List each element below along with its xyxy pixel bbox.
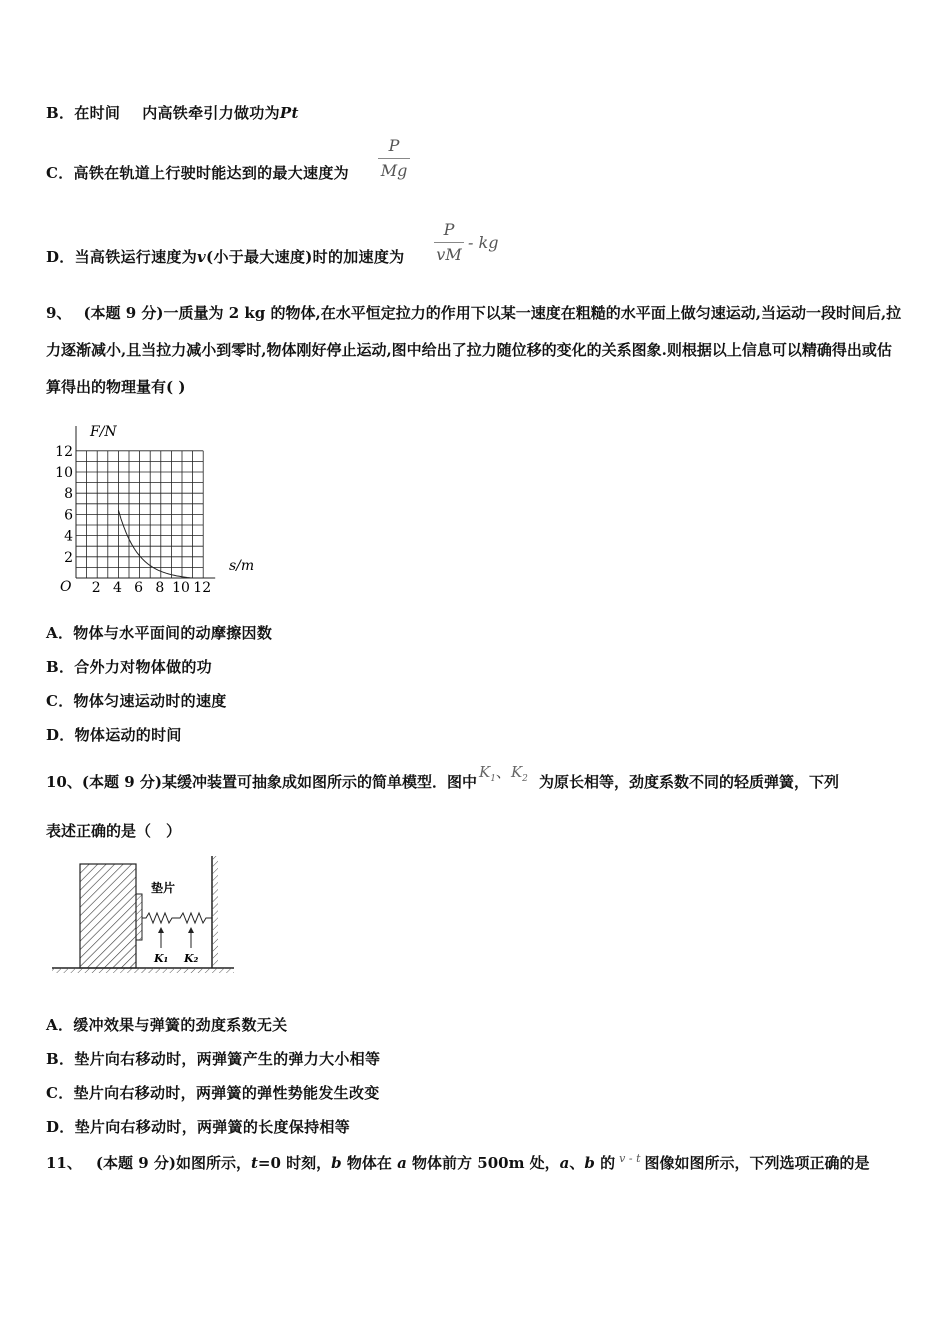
k2-label: K₂ bbox=[184, 952, 199, 965]
minus-kg: - kg bbox=[468, 233, 499, 252]
x-tick-label: 2 bbox=[91, 580, 101, 596]
q10-stem-line2: 表述正确的是（ ） bbox=[46, 822, 182, 840]
option-label: A． bbox=[46, 1016, 74, 1034]
y-tick-label: 8 bbox=[64, 486, 73, 503]
fraction-p-over-mg bbox=[378, 136, 410, 181]
option-label: A． bbox=[46, 624, 74, 642]
q10-option-b[interactable] bbox=[46, 1048, 380, 1069]
var-a: a bbox=[397, 1154, 407, 1172]
fraction-denominator: Mg bbox=[380, 161, 408, 180]
option-text-2: (小于最大速度)时的加速度为 bbox=[206, 248, 405, 266]
k2-symbol: K bbox=[510, 763, 523, 781]
option-label: C． bbox=[46, 1084, 74, 1102]
wall-hatch bbox=[212, 856, 218, 968]
q9-option-c[interactable] bbox=[46, 690, 227, 711]
separator: 、 bbox=[495, 763, 511, 781]
option-text: 当高铁运行速度为 bbox=[74, 248, 198, 266]
y-tick-label: 12 bbox=[55, 443, 73, 460]
force-curve bbox=[118, 510, 192, 578]
y-tick-label: 6 bbox=[64, 507, 73, 524]
var-b-2: b bbox=[584, 1154, 595, 1172]
k1-symbol: K bbox=[478, 763, 491, 781]
option-label: D． bbox=[46, 726, 75, 744]
spring-k1 bbox=[142, 913, 176, 923]
force-displacement-chart bbox=[46, 418, 266, 600]
q9-option-d[interactable] bbox=[46, 724, 182, 745]
var-a-2: a bbox=[559, 1154, 570, 1172]
q9-option-b[interactable] bbox=[46, 656, 212, 677]
var-b: b bbox=[331, 1154, 342, 1172]
option-label: D． bbox=[46, 248, 75, 266]
option-label: B． bbox=[46, 658, 75, 676]
option-label: C． bbox=[46, 164, 74, 182]
option-text: 物体与水平面间的动摩擦因数 bbox=[73, 624, 273, 642]
pad-label: 垫片 bbox=[151, 881, 176, 895]
x-tick-label: 10 bbox=[172, 580, 190, 596]
arrow-k1-head bbox=[158, 927, 164, 933]
question-text: (本题 9 分)一质量为 2 kg 的物体,在水平恒定拉力的作用下以某一速度在粗糙的水平面上做匀速运动,当运动一段时间后,拉力逐渐减小,且当拉力减小到零时,物体刚好停止运动,图中给出了拉力随位移的变化的关系图象.则根据以上信息可以精确得出或估算得出的物理量有( ) bbox=[46, 304, 902, 396]
y-tick-label: 4 bbox=[64, 528, 73, 545]
q11-stem bbox=[46, 1152, 870, 1173]
question-text-d: 物体前方 500m 处， bbox=[406, 1154, 560, 1172]
question-text-g: 图像如图所示，下列选项正确的是 bbox=[644, 1154, 870, 1172]
question-number: 10、 bbox=[46, 773, 82, 791]
y-axis-label: F/N bbox=[90, 424, 117, 440]
q8-option-c[interactable] bbox=[46, 162, 349, 183]
var-t: t bbox=[250, 1154, 258, 1172]
x-tick-label: 8 bbox=[155, 580, 165, 596]
fraction-numerator: P bbox=[388, 136, 400, 155]
k2-subscript: 2 bbox=[522, 774, 528, 784]
option-text: 垫片向右移动时，两弹簧的长度保持相等 bbox=[74, 1118, 351, 1136]
option-text-2: 内高铁牵引力做功为 bbox=[142, 104, 280, 122]
option-label: C． bbox=[46, 692, 74, 710]
option-label: D． bbox=[46, 1118, 75, 1136]
option-text: 合外力对物体做的功 bbox=[74, 658, 212, 676]
x-tick-label: 4 bbox=[112, 580, 122, 596]
question-text-2: 为原长相等，劲度系数不同的轻质弹簧，下列 bbox=[538, 773, 839, 791]
q10-stem-line1 bbox=[46, 763, 839, 792]
q10-option-d[interactable] bbox=[46, 1116, 350, 1137]
fraction-p-over-vm bbox=[434, 220, 464, 265]
fraction-numerator: P bbox=[443, 220, 455, 239]
buffer-device-figure bbox=[50, 852, 240, 976]
arrow-k2-head bbox=[188, 927, 194, 933]
option-text: 垫片向右移动时，两弹簧的弹性势能发生改变 bbox=[73, 1084, 380, 1102]
vt-symbol: v - t bbox=[619, 1152, 641, 1165]
question-number: 9、 bbox=[46, 304, 72, 322]
spring-k2 bbox=[176, 913, 212, 923]
question-text-e: 、 bbox=[569, 1154, 585, 1172]
k1-label: K₁ bbox=[154, 952, 169, 965]
option-text: 物体运动的时间 bbox=[74, 726, 182, 744]
question-text-f: 的 bbox=[594, 1154, 616, 1172]
option-text: 垫片向右移动时，两弹簧产生的弹力大小相等 bbox=[74, 1050, 381, 1068]
question-number: 11、 bbox=[46, 1154, 82, 1172]
option-text: 物体匀速运动时的速度 bbox=[73, 692, 227, 710]
question-text: (本题 9 分)某缓冲装置可抽象成如图所示的简单模型．图中 bbox=[81, 773, 477, 791]
option-text: 在时间 bbox=[74, 104, 121, 122]
x-axis-label: s/m bbox=[229, 558, 255, 574]
option-label: B． bbox=[46, 1050, 75, 1068]
y-tick-label: 10 bbox=[55, 465, 73, 481]
q8-option-b[interactable] bbox=[46, 102, 299, 123]
question-text: (本题 9 分)如图所示， bbox=[95, 1154, 251, 1172]
fraction-denominator: vM bbox=[436, 245, 462, 264]
chart-grid bbox=[76, 426, 215, 578]
hatched-block bbox=[80, 864, 136, 968]
option-text: 缓冲效果与弹簧的劲度系数无关 bbox=[73, 1016, 288, 1034]
q8-option-d[interactable] bbox=[46, 246, 404, 267]
origin-label: O bbox=[60, 579, 72, 595]
question-text-b: =0 时刻， bbox=[257, 1154, 332, 1172]
fraction-bar bbox=[434, 242, 464, 243]
pad-plate bbox=[136, 894, 142, 940]
question-text-c: 物体在 bbox=[341, 1154, 398, 1172]
var-v: v bbox=[197, 248, 207, 266]
x-tick-label: 12 bbox=[193, 580, 212, 596]
option-label: B． bbox=[46, 104, 75, 122]
q10-option-a[interactable] bbox=[46, 1014, 287, 1035]
ground-hatch bbox=[52, 968, 234, 973]
k1-subscript: 1 bbox=[490, 774, 496, 784]
q9-stem bbox=[46, 295, 906, 406]
fraction-bar bbox=[378, 158, 410, 159]
q10-option-c[interactable] bbox=[46, 1082, 380, 1103]
x-tick-label: 6 bbox=[134, 580, 144, 596]
q9-option-a[interactable] bbox=[46, 622, 272, 643]
var-pt: Pt bbox=[279, 104, 299, 122]
y-tick-label: 2 bbox=[64, 549, 73, 566]
option-text: 高铁在轨道上行驶时能达到的最大速度为 bbox=[73, 164, 349, 182]
